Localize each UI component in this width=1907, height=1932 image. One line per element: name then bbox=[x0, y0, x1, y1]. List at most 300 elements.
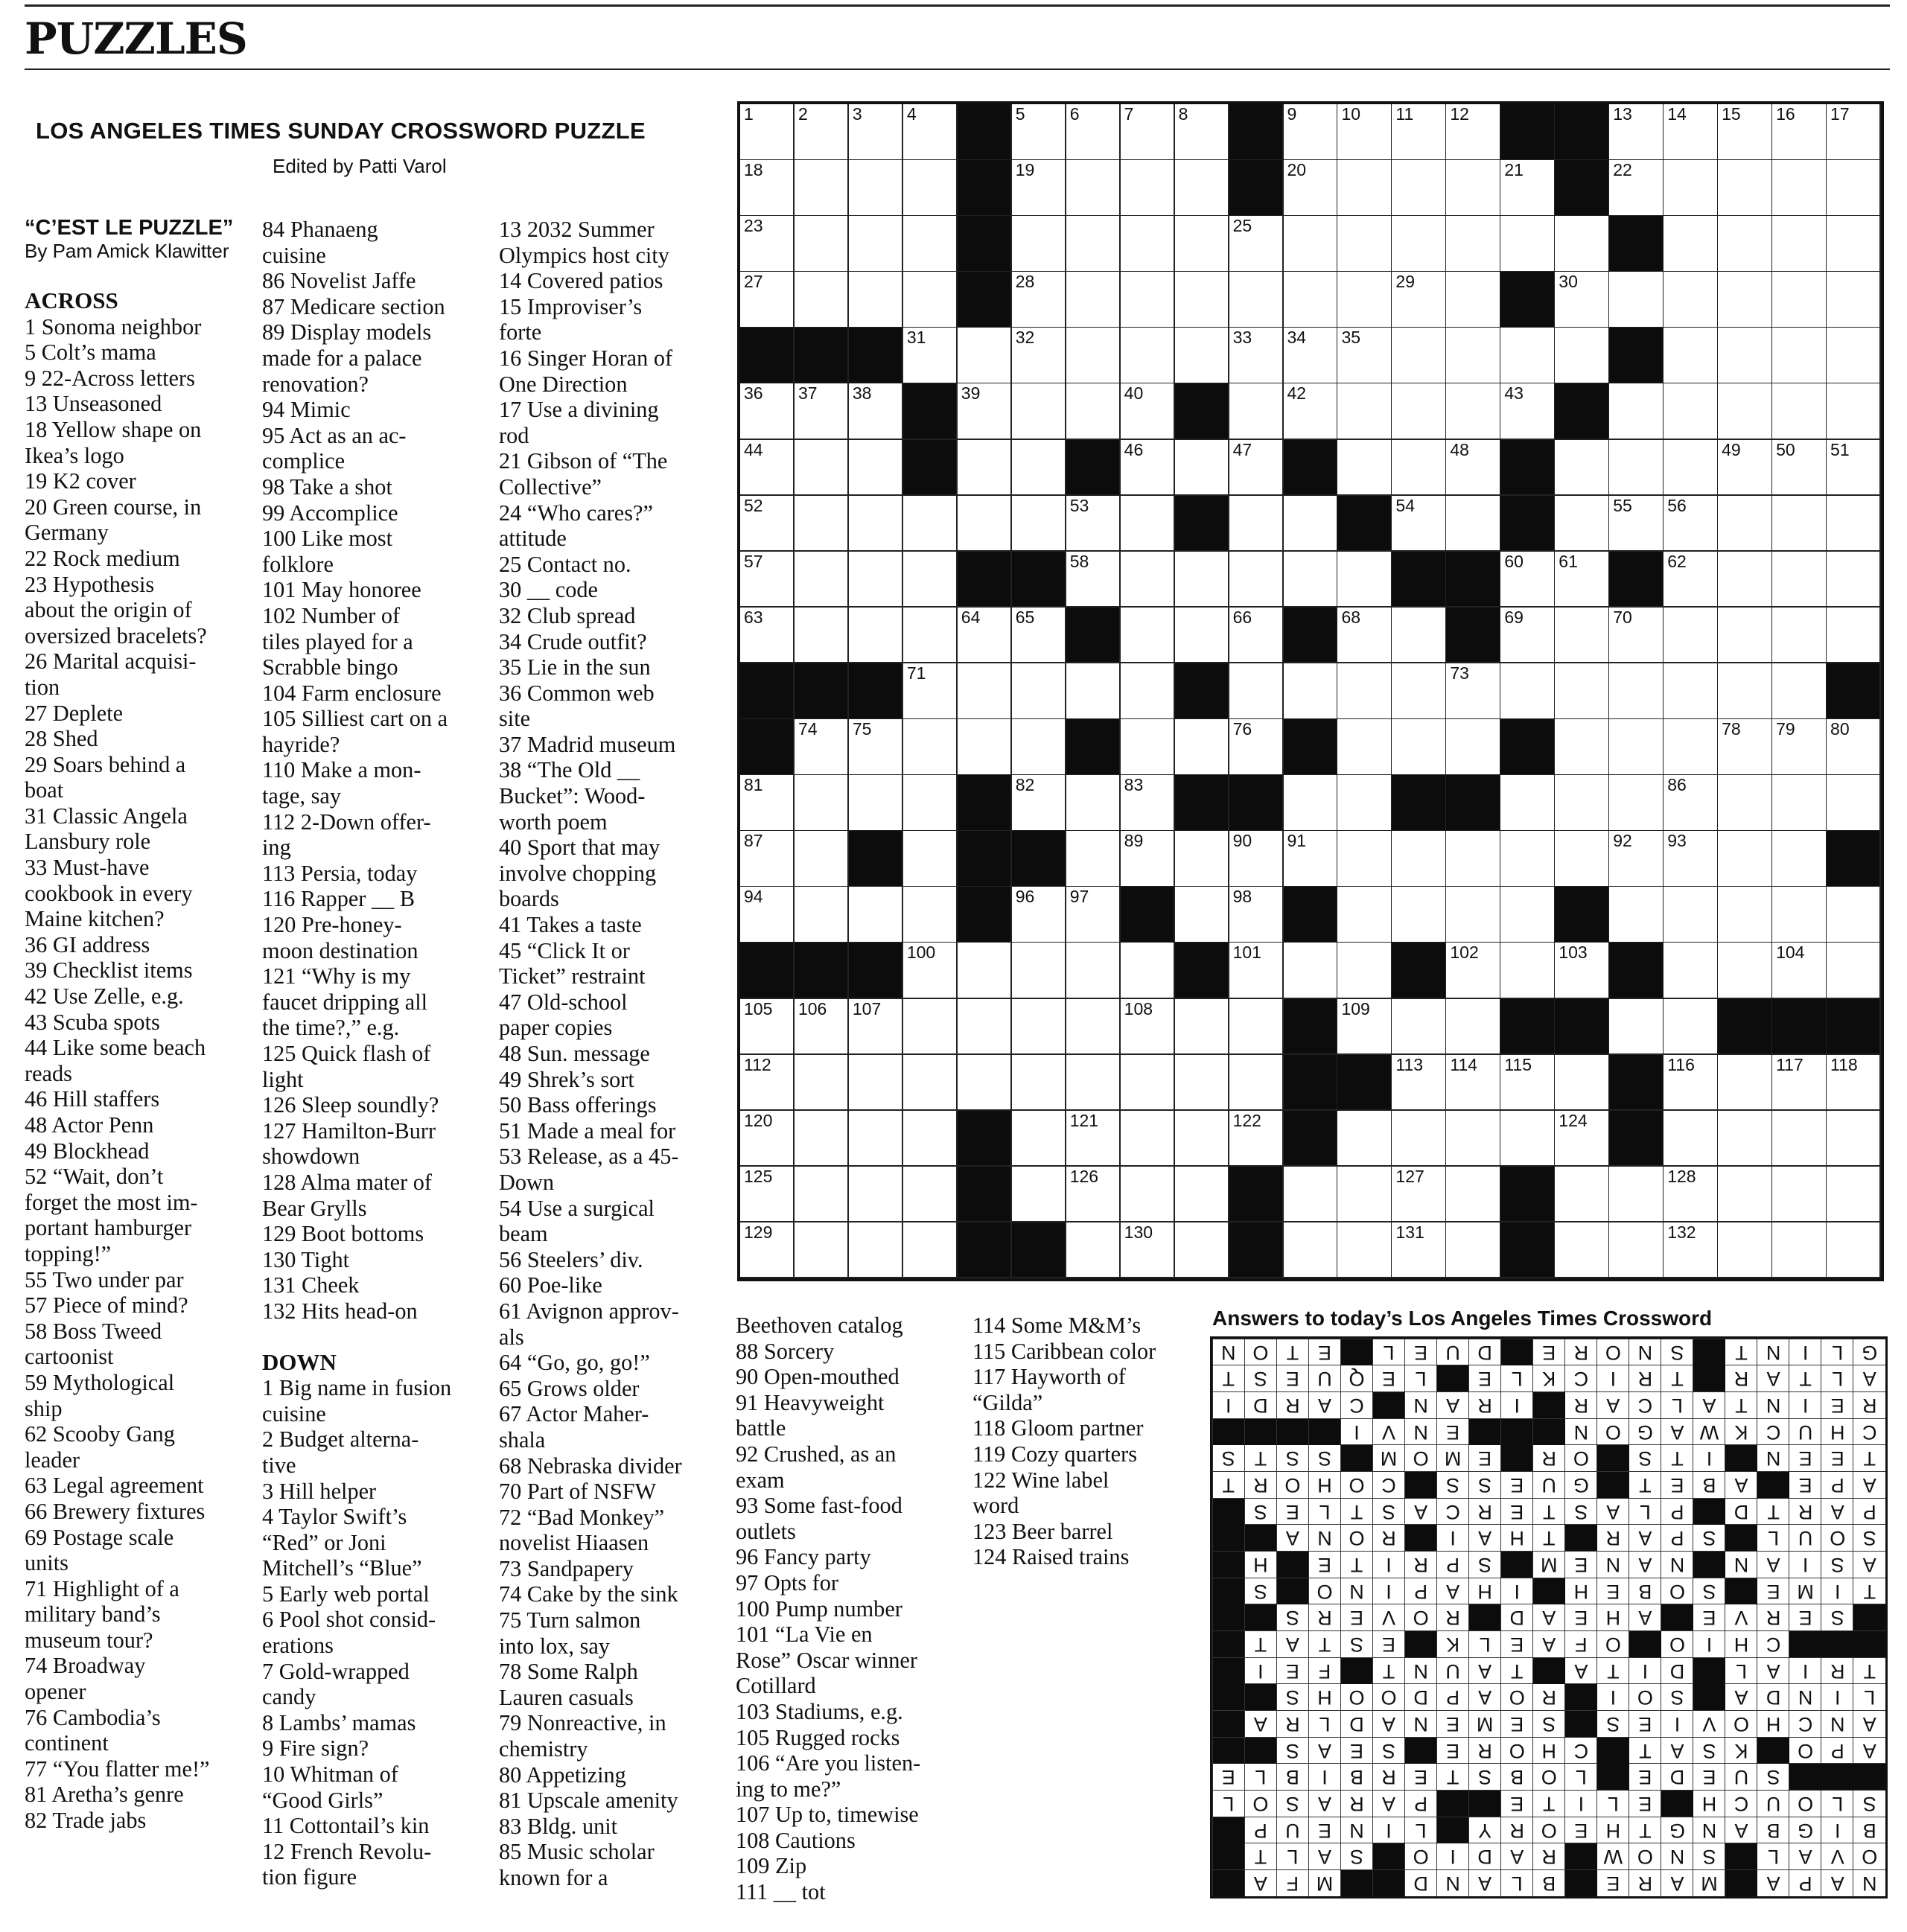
grid-cell[interactable] bbox=[958, 440, 1012, 497]
grid-cell[interactable] bbox=[1609, 160, 1664, 217]
grid-cell[interactable] bbox=[1229, 552, 1284, 608]
grid-cell[interactable] bbox=[1555, 440, 1609, 497]
grid-cell[interactable] bbox=[740, 1111, 795, 1167]
grid-cell[interactable] bbox=[1718, 440, 1772, 497]
grid-cell[interactable] bbox=[1121, 608, 1175, 664]
grid-cell[interactable] bbox=[1827, 496, 1881, 552]
grid-cell[interactable] bbox=[1446, 1167, 1500, 1223]
grid-cell[interactable] bbox=[1012, 1111, 1066, 1167]
grid-cell[interactable] bbox=[1446, 719, 1500, 776]
grid-cell[interactable] bbox=[1229, 272, 1284, 328]
grid-cell[interactable] bbox=[1827, 160, 1881, 217]
grid-cell[interactable] bbox=[903, 160, 958, 217]
grid-cell[interactable] bbox=[1012, 775, 1066, 832]
grid-cell[interactable] bbox=[1609, 1222, 1664, 1279]
grid-cell[interactable] bbox=[1772, 1111, 1827, 1167]
grid-cell[interactable] bbox=[849, 160, 903, 217]
grid-cell[interactable] bbox=[1609, 1167, 1664, 1223]
grid-cell[interactable] bbox=[1664, 719, 1718, 776]
grid-cell[interactable] bbox=[849, 216, 903, 272]
grid-cell[interactable] bbox=[1337, 943, 1392, 999]
grid-cell[interactable] bbox=[1718, 1111, 1772, 1167]
grid-cell[interactable] bbox=[1121, 1055, 1175, 1112]
grid-cell[interactable] bbox=[740, 383, 795, 440]
grid-cell[interactable] bbox=[1392, 719, 1446, 776]
grid-cell[interactable] bbox=[1337, 272, 1392, 328]
grid-cell[interactable] bbox=[1337, 887, 1392, 943]
grid-cell[interactable] bbox=[1718, 887, 1772, 943]
grid-cell[interactable] bbox=[1337, 216, 1392, 272]
grid-cell[interactable] bbox=[1012, 272, 1066, 328]
grid-cell[interactable] bbox=[740, 1167, 795, 1223]
grid-cell[interactable] bbox=[1446, 440, 1500, 497]
grid-cell[interactable] bbox=[1555, 1055, 1609, 1112]
grid-cell[interactable] bbox=[1337, 440, 1392, 497]
grid-cell[interactable] bbox=[1555, 943, 1609, 999]
grid-cell[interactable] bbox=[1718, 943, 1772, 999]
grid-cell[interactable] bbox=[903, 663, 958, 720]
grid-cell[interactable] bbox=[1337, 608, 1392, 664]
grid-cell[interactable] bbox=[1337, 1111, 1392, 1167]
grid-cell[interactable] bbox=[1718, 663, 1772, 720]
grid-cell[interactable] bbox=[1772, 1167, 1827, 1223]
grid-cell[interactable] bbox=[1337, 160, 1392, 217]
grid-cell[interactable] bbox=[1066, 663, 1121, 720]
grid-cell[interactable] bbox=[1772, 1055, 1827, 1112]
grid-cell[interactable] bbox=[1664, 216, 1718, 272]
grid-cell[interactable] bbox=[903, 552, 958, 608]
grid-cell[interactable] bbox=[903, 496, 958, 552]
grid-cell[interactable] bbox=[849, 719, 903, 776]
grid-cell[interactable] bbox=[1066, 496, 1121, 552]
grid-cell[interactable] bbox=[1772, 719, 1827, 776]
grid-cell[interactable] bbox=[1555, 831, 1609, 887]
grid-cell[interactable] bbox=[1718, 383, 1772, 440]
grid-cell[interactable] bbox=[1609, 999, 1664, 1056]
grid-cell[interactable] bbox=[1337, 1167, 1392, 1223]
grid-cell[interactable] bbox=[1446, 160, 1500, 217]
grid-cell[interactable] bbox=[795, 440, 849, 497]
grid-cell[interactable] bbox=[1284, 1222, 1338, 1279]
grid-cell[interactable] bbox=[795, 719, 849, 776]
grid-cell[interactable] bbox=[1284, 160, 1338, 217]
grid-cell[interactable] bbox=[903, 1111, 958, 1167]
grid-cell[interactable] bbox=[903, 943, 958, 999]
grid-cell[interactable] bbox=[1175, 552, 1229, 608]
grid-cell[interactable] bbox=[1827, 887, 1881, 943]
grid-cell[interactable] bbox=[849, 1167, 903, 1223]
grid-cell[interactable] bbox=[1229, 216, 1284, 272]
grid-cell[interactable] bbox=[903, 887, 958, 943]
grid-cell[interactable] bbox=[1284, 104, 1338, 161]
grid-cell[interactable] bbox=[1121, 1167, 1175, 1223]
grid-cell[interactable] bbox=[1772, 272, 1827, 328]
grid-cell[interactable] bbox=[795, 1111, 849, 1167]
grid-cell[interactable] bbox=[1664, 1222, 1718, 1279]
grid-cell[interactable] bbox=[1664, 440, 1718, 497]
grid-cell[interactable] bbox=[849, 1055, 903, 1112]
grid-cell[interactable] bbox=[958, 496, 1012, 552]
grid-cell[interactable] bbox=[1718, 216, 1772, 272]
grid-cell[interactable] bbox=[1337, 719, 1392, 776]
grid-cell[interactable] bbox=[795, 552, 849, 608]
grid-cell[interactable] bbox=[1827, 1167, 1881, 1223]
grid-cell[interactable] bbox=[1121, 943, 1175, 999]
grid-cell[interactable] bbox=[958, 383, 1012, 440]
grid-cell[interactable] bbox=[1012, 104, 1066, 161]
grid-cell[interactable] bbox=[1664, 887, 1718, 943]
grid-cell[interactable] bbox=[1066, 1222, 1121, 1279]
grid-cell[interactable] bbox=[1066, 775, 1121, 832]
grid-cell[interactable] bbox=[740, 831, 795, 887]
grid-cell[interactable] bbox=[740, 216, 795, 272]
grid-cell[interactable] bbox=[740, 496, 795, 552]
grid-cell[interactable] bbox=[1229, 719, 1284, 776]
grid-cell[interactable] bbox=[1066, 328, 1121, 384]
grid-cell[interactable] bbox=[1121, 999, 1175, 1056]
grid-cell[interactable] bbox=[1012, 887, 1066, 943]
grid-cell[interactable] bbox=[1284, 272, 1338, 328]
grid-cell[interactable] bbox=[1175, 160, 1229, 217]
grid-cell[interactable] bbox=[1066, 272, 1121, 328]
grid-cell[interactable] bbox=[1284, 663, 1338, 720]
grid-cell[interactable] bbox=[1392, 328, 1446, 384]
grid-cell[interactable] bbox=[1229, 999, 1284, 1056]
grid-cell[interactable] bbox=[795, 496, 849, 552]
grid-cell[interactable] bbox=[1664, 160, 1718, 217]
grid-cell[interactable] bbox=[1718, 1167, 1772, 1223]
grid-cell[interactable] bbox=[1284, 383, 1338, 440]
grid-cell[interactable] bbox=[1229, 440, 1284, 497]
grid-cell[interactable] bbox=[1609, 383, 1664, 440]
grid-cell[interactable] bbox=[1609, 775, 1664, 832]
grid-cell[interactable] bbox=[1392, 104, 1446, 161]
grid-cell[interactable] bbox=[849, 608, 903, 664]
grid-cell[interactable] bbox=[1664, 328, 1718, 384]
grid-cell[interactable] bbox=[1664, 775, 1718, 832]
grid-cell[interactable] bbox=[1609, 440, 1664, 497]
grid-cell[interactable] bbox=[1284, 216, 1338, 272]
grid-cell[interactable] bbox=[1772, 1222, 1827, 1279]
grid-cell[interactable] bbox=[1337, 775, 1392, 832]
grid-cell[interactable] bbox=[1066, 104, 1121, 161]
grid-cell[interactable] bbox=[740, 999, 795, 1056]
grid-cell[interactable] bbox=[1066, 1111, 1121, 1167]
grid-cell[interactable] bbox=[1772, 775, 1827, 832]
grid-cell[interactable] bbox=[958, 663, 1012, 720]
grid-cell[interactable] bbox=[1066, 1055, 1121, 1112]
grid-cell[interactable] bbox=[1664, 1111, 1718, 1167]
grid-cell[interactable] bbox=[1500, 1055, 1555, 1112]
grid-cell[interactable] bbox=[1609, 608, 1664, 664]
grid-cell[interactable] bbox=[1392, 1111, 1446, 1167]
grid-cell[interactable] bbox=[1121, 328, 1175, 384]
grid-cell[interactable] bbox=[1555, 608, 1609, 664]
grid-cell[interactable] bbox=[1500, 328, 1555, 384]
grid-cell[interactable] bbox=[1284, 1167, 1338, 1223]
grid-cell[interactable] bbox=[903, 1055, 958, 1112]
grid-cell[interactable] bbox=[1012, 383, 1066, 440]
grid-cell[interactable] bbox=[1718, 831, 1772, 887]
grid-cell[interactable] bbox=[958, 608, 1012, 664]
grid-cell[interactable] bbox=[1121, 831, 1175, 887]
grid-cell[interactable] bbox=[1175, 719, 1229, 776]
grid-cell[interactable] bbox=[1718, 719, 1772, 776]
grid-cell[interactable] bbox=[1500, 887, 1555, 943]
grid-cell[interactable] bbox=[1446, 943, 1500, 999]
grid-cell[interactable] bbox=[1609, 719, 1664, 776]
grid-cell[interactable] bbox=[795, 272, 849, 328]
grid-cell[interactable] bbox=[958, 1055, 1012, 1112]
grid-cell[interactable] bbox=[1121, 160, 1175, 217]
grid-cell[interactable] bbox=[1772, 496, 1827, 552]
grid-cell[interactable] bbox=[1500, 943, 1555, 999]
grid-cell[interactable] bbox=[903, 775, 958, 832]
grid-cell[interactable] bbox=[1121, 272, 1175, 328]
grid-cell[interactable] bbox=[1664, 1055, 1718, 1112]
grid-cell[interactable] bbox=[1664, 1167, 1718, 1223]
grid-cell[interactable] bbox=[1229, 496, 1284, 552]
grid-cell[interactable] bbox=[1446, 1055, 1500, 1112]
grid-cell[interactable] bbox=[795, 887, 849, 943]
grid-cell[interactable] bbox=[1175, 831, 1229, 887]
grid-cell[interactable] bbox=[1555, 216, 1609, 272]
grid-cell[interactable] bbox=[1500, 831, 1555, 887]
grid-cell[interactable] bbox=[1446, 1222, 1500, 1279]
grid-cell[interactable] bbox=[795, 999, 849, 1056]
grid-cell[interactable] bbox=[1229, 1055, 1284, 1112]
grid-cell[interactable] bbox=[1066, 160, 1121, 217]
grid-cell[interactable] bbox=[1555, 1167, 1609, 1223]
grid-cell[interactable] bbox=[1500, 383, 1555, 440]
grid-cell[interactable] bbox=[1175, 328, 1229, 384]
grid-cell[interactable] bbox=[1066, 999, 1121, 1056]
grid-cell[interactable] bbox=[1664, 943, 1718, 999]
grid-cell[interactable] bbox=[740, 775, 795, 832]
grid-cell[interactable] bbox=[849, 104, 903, 161]
grid-cell[interactable] bbox=[1121, 1222, 1175, 1279]
grid-cell[interactable] bbox=[1827, 608, 1881, 664]
grid-cell[interactable] bbox=[1284, 831, 1338, 887]
grid-cell[interactable] bbox=[795, 1167, 849, 1223]
grid-cell[interactable] bbox=[1392, 272, 1446, 328]
grid-cell[interactable] bbox=[849, 272, 903, 328]
grid-cell[interactable] bbox=[1718, 1222, 1772, 1279]
grid-cell[interactable] bbox=[1392, 1055, 1446, 1112]
grid-cell[interactable] bbox=[1772, 608, 1827, 664]
grid-cell[interactable] bbox=[1772, 552, 1827, 608]
grid-cell[interactable] bbox=[1664, 663, 1718, 720]
grid-cell[interactable] bbox=[1718, 496, 1772, 552]
grid-cell[interactable] bbox=[1284, 552, 1338, 608]
grid-cell[interactable] bbox=[903, 1222, 958, 1279]
grid-cell[interactable] bbox=[1337, 831, 1392, 887]
grid-cell[interactable] bbox=[795, 831, 849, 887]
grid-cell[interactable] bbox=[1066, 1167, 1121, 1223]
grid-cell[interactable] bbox=[1121, 440, 1175, 497]
grid-cell[interactable] bbox=[1609, 496, 1664, 552]
grid-cell[interactable] bbox=[1121, 496, 1175, 552]
grid-cell[interactable] bbox=[1121, 719, 1175, 776]
grid-cell[interactable] bbox=[1609, 104, 1664, 161]
grid-cell[interactable] bbox=[1664, 999, 1718, 1056]
grid-cell[interactable] bbox=[1609, 272, 1664, 328]
grid-cell[interactable] bbox=[1446, 272, 1500, 328]
grid-cell[interactable] bbox=[1718, 1055, 1772, 1112]
grid-cell[interactable] bbox=[1392, 1222, 1446, 1279]
grid-cell[interactable] bbox=[1392, 383, 1446, 440]
grid-cell[interactable] bbox=[740, 160, 795, 217]
grid-cell[interactable] bbox=[1012, 1167, 1066, 1223]
grid-cell[interactable] bbox=[1827, 104, 1881, 161]
grid-cell[interactable] bbox=[1827, 216, 1881, 272]
grid-cell[interactable] bbox=[1012, 999, 1066, 1056]
grid-cell[interactable] bbox=[1664, 383, 1718, 440]
grid-cell[interactable] bbox=[1012, 663, 1066, 720]
grid-cell[interactable] bbox=[958, 943, 1012, 999]
grid-cell[interactable] bbox=[1066, 887, 1121, 943]
grid-cell[interactable] bbox=[849, 999, 903, 1056]
grid-cell[interactable] bbox=[1175, 999, 1229, 1056]
grid-cell[interactable] bbox=[1555, 496, 1609, 552]
grid-cell[interactable] bbox=[1500, 663, 1555, 720]
grid-cell[interactable] bbox=[1121, 104, 1175, 161]
grid-cell[interactable] bbox=[1555, 552, 1609, 608]
grid-cell[interactable] bbox=[1446, 887, 1500, 943]
grid-cell[interactable] bbox=[740, 1055, 795, 1112]
grid-cell[interactable] bbox=[849, 552, 903, 608]
grid-cell[interactable] bbox=[795, 160, 849, 217]
grid-cell[interactable] bbox=[1229, 943, 1284, 999]
grid-cell[interactable] bbox=[1718, 775, 1772, 832]
grid-cell[interactable] bbox=[903, 272, 958, 328]
grid-cell[interactable] bbox=[1175, 1222, 1229, 1279]
grid-cell[interactable] bbox=[1337, 328, 1392, 384]
grid-cell[interactable] bbox=[849, 496, 903, 552]
grid-cell[interactable] bbox=[1827, 719, 1881, 776]
grid-cell[interactable] bbox=[958, 719, 1012, 776]
grid-cell[interactable] bbox=[903, 216, 958, 272]
grid-cell[interactable] bbox=[1555, 663, 1609, 720]
grid-cell[interactable] bbox=[1175, 440, 1229, 497]
grid-cell[interactable] bbox=[740, 440, 795, 497]
grid-cell[interactable] bbox=[1772, 440, 1827, 497]
grid-cell[interactable] bbox=[1500, 775, 1555, 832]
grid-cell[interactable] bbox=[1229, 887, 1284, 943]
grid-cell[interactable] bbox=[1175, 104, 1229, 161]
grid-cell[interactable] bbox=[1066, 216, 1121, 272]
grid-cell[interactable] bbox=[1827, 383, 1881, 440]
grid-cell[interactable] bbox=[1772, 663, 1827, 720]
grid-cell[interactable] bbox=[849, 887, 903, 943]
grid-cell[interactable] bbox=[1827, 328, 1881, 384]
grid-cell[interactable] bbox=[1337, 552, 1392, 608]
grid-cell[interactable] bbox=[903, 328, 958, 384]
grid-cell[interactable] bbox=[1284, 328, 1338, 384]
grid-cell[interactable] bbox=[740, 887, 795, 943]
grid-cell[interactable] bbox=[1827, 1055, 1881, 1112]
grid-cell[interactable] bbox=[1392, 216, 1446, 272]
grid-cell[interactable] bbox=[1121, 1111, 1175, 1167]
grid-cell[interactable] bbox=[1012, 719, 1066, 776]
grid-cell[interactable] bbox=[1772, 831, 1827, 887]
grid-cell[interactable] bbox=[1121, 775, 1175, 832]
grid-cell[interactable] bbox=[1827, 943, 1881, 999]
grid-cell[interactable] bbox=[1066, 552, 1121, 608]
grid-cell[interactable] bbox=[1500, 1111, 1555, 1167]
grid-cell[interactable] bbox=[1337, 1222, 1392, 1279]
grid-cell[interactable] bbox=[1337, 383, 1392, 440]
grid-cell[interactable] bbox=[795, 104, 849, 161]
grid-cell[interactable] bbox=[958, 328, 1012, 384]
grid-cell[interactable] bbox=[903, 1167, 958, 1223]
grid-cell[interactable] bbox=[1392, 1167, 1446, 1223]
grid-cell[interactable] bbox=[1066, 383, 1121, 440]
grid-cell[interactable] bbox=[1337, 999, 1392, 1056]
grid-cell[interactable] bbox=[1012, 608, 1066, 664]
grid-cell[interactable] bbox=[1827, 272, 1881, 328]
grid-cell[interactable] bbox=[1555, 775, 1609, 832]
grid-cell[interactable] bbox=[1772, 216, 1827, 272]
grid-cell[interactable] bbox=[1446, 104, 1500, 161]
grid-cell[interactable] bbox=[1012, 216, 1066, 272]
grid-cell[interactable] bbox=[1012, 1055, 1066, 1112]
grid-cell[interactable] bbox=[903, 719, 958, 776]
grid-cell[interactable] bbox=[1392, 608, 1446, 664]
grid-cell[interactable] bbox=[1284, 496, 1338, 552]
grid-cell[interactable] bbox=[1175, 887, 1229, 943]
grid-cell[interactable] bbox=[1772, 943, 1827, 999]
grid-cell[interactable] bbox=[1718, 272, 1772, 328]
grid-cell[interactable] bbox=[1229, 663, 1284, 720]
grid-cell[interactable] bbox=[1284, 775, 1338, 832]
grid-cell[interactable] bbox=[1555, 719, 1609, 776]
grid-cell[interactable] bbox=[1446, 328, 1500, 384]
grid-cell[interactable] bbox=[849, 1111, 903, 1167]
grid-cell[interactable] bbox=[1012, 440, 1066, 497]
grid-cell[interactable] bbox=[1121, 663, 1175, 720]
grid-cell[interactable] bbox=[1337, 104, 1392, 161]
grid-cell[interactable] bbox=[1772, 887, 1827, 943]
grid-cell[interactable] bbox=[1121, 552, 1175, 608]
grid-cell[interactable] bbox=[740, 104, 795, 161]
grid-cell[interactable] bbox=[795, 1055, 849, 1112]
grid-cell[interactable] bbox=[1446, 383, 1500, 440]
grid-cell[interactable] bbox=[1555, 328, 1609, 384]
grid-cell[interactable] bbox=[1664, 608, 1718, 664]
grid-cell[interactable] bbox=[1392, 999, 1446, 1056]
grid-cell[interactable] bbox=[1772, 328, 1827, 384]
grid-cell[interactable] bbox=[1012, 160, 1066, 217]
grid-cell[interactable] bbox=[1066, 831, 1121, 887]
grid-cell[interactable] bbox=[1772, 160, 1827, 217]
grid-cell[interactable] bbox=[903, 831, 958, 887]
grid-cell[interactable] bbox=[1284, 943, 1338, 999]
grid-cell[interactable] bbox=[1392, 831, 1446, 887]
grid-cell[interactable] bbox=[1500, 552, 1555, 608]
grid-cell[interactable] bbox=[795, 775, 849, 832]
grid-cell[interactable] bbox=[1609, 887, 1664, 943]
grid-cell[interactable] bbox=[1827, 1111, 1881, 1167]
grid-cell[interactable] bbox=[1609, 831, 1664, 887]
grid-cell[interactable] bbox=[1446, 1111, 1500, 1167]
grid-cell[interactable] bbox=[1609, 663, 1664, 720]
grid-cell[interactable] bbox=[1827, 775, 1881, 832]
grid-cell[interactable] bbox=[1446, 663, 1500, 720]
grid-cell[interactable] bbox=[795, 1222, 849, 1279]
grid-cell[interactable] bbox=[1229, 383, 1284, 440]
grid-cell[interactable] bbox=[903, 104, 958, 161]
